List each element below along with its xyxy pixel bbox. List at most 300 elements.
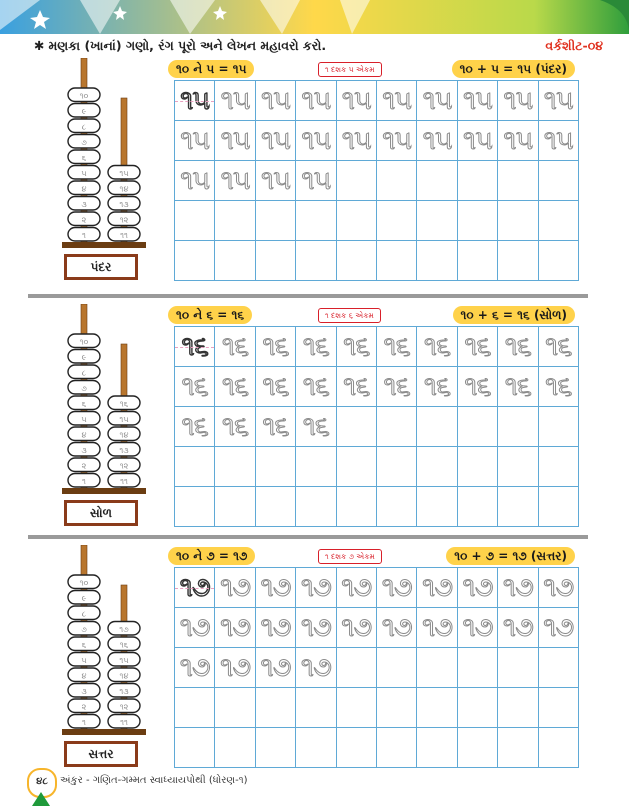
empty-writing-cell[interactable] <box>417 161 457 201</box>
traced-numeral: ૧૭ <box>220 651 251 683</box>
tracing-grid <box>174 326 579 527</box>
empty-writing-cell[interactable] <box>337 688 377 728</box>
abacus-bead <box>68 181 100 195</box>
traced-numeral: ૧૭ <box>381 571 412 603</box>
traced-numeral: ૧૫ <box>503 124 533 156</box>
empty-writing-cell[interactable] <box>296 241 336 281</box>
traced-numeral: ૧૬ <box>504 330 532 362</box>
abacus-bead <box>68 427 100 441</box>
abacus-bead <box>68 135 100 149</box>
abacus-bead <box>68 622 100 636</box>
traced-numeral: ૧૫ <box>341 124 371 156</box>
trace-numeral-cell <box>256 161 296 201</box>
trace-numeral-cell <box>215 161 255 201</box>
abacus-bead <box>68 575 100 589</box>
bead-label: ૧૧ <box>120 718 128 727</box>
model-numeral-cell <box>175 327 215 367</box>
empty-writing-cell[interactable] <box>215 241 255 281</box>
empty-writing-cell[interactable] <box>296 447 336 487</box>
trace-numeral-cell <box>458 81 498 121</box>
empty-writing-cell[interactable] <box>377 161 417 201</box>
traced-numeral: ૧૬ <box>221 370 249 402</box>
empty-writing-cell[interactable] <box>377 201 417 241</box>
abacus-bead <box>108 228 140 242</box>
empty-writing-cell[interactable] <box>498 201 538 241</box>
empty-writing-cell[interactable] <box>539 648 579 688</box>
abacus-bead <box>68 668 100 682</box>
traced-numeral: ૧૬ <box>181 410 208 442</box>
empty-writing-cell[interactable] <box>215 447 255 487</box>
traced-numeral: ૧૫ <box>543 84 573 116</box>
bead-label: ૯ <box>81 107 87 116</box>
traced-numeral: ૧૫ <box>180 124 210 156</box>
trace-numeral-cell <box>458 327 498 367</box>
traced-numeral: ૧૬ <box>302 370 330 402</box>
abacus-bead <box>108 197 140 211</box>
traced-numeral: ૧૬ <box>262 330 289 362</box>
traced-numeral: ૧૭ <box>179 651 210 683</box>
empty-writing-cell[interactable] <box>458 728 498 768</box>
bead-label: ૨ <box>81 215 87 225</box>
trace-numeral-cell <box>539 608 579 648</box>
empty-writing-cell[interactable] <box>417 487 457 527</box>
bead-label: ૧૪ <box>119 184 129 194</box>
empty-writing-cell[interactable] <box>256 201 296 241</box>
trace-numeral-cell <box>337 568 377 608</box>
abacus-bead <box>108 715 140 729</box>
traced-numeral: ૧૬ <box>343 370 370 402</box>
traced-numeral: ૧૬ <box>383 330 410 362</box>
trace-numeral-cell <box>337 121 377 161</box>
bead-label: ૧૧ <box>120 231 128 240</box>
empty-writing-cell[interactable] <box>417 728 457 768</box>
empty-writing-cell[interactable] <box>215 728 255 768</box>
bead-label: ૩ <box>81 687 87 696</box>
bead-label: ૧૭ <box>119 625 129 634</box>
trace-numeral-cell <box>215 81 255 121</box>
trace-numeral-cell <box>296 367 336 407</box>
bead-label: ૩ <box>81 200 87 209</box>
formula-left: ૧૦ ને ૫ = ૧૫ <box>168 60 254 78</box>
trace-numeral-cell <box>539 327 579 367</box>
traced-numeral: ૧૭ <box>179 571 210 603</box>
traced-numeral: ૧૫ <box>261 164 290 196</box>
traced-numeral: ૧૬ <box>221 330 249 362</box>
instruction-label: મણકા (ખાનાં) ગણો, રંગ પૂરો અને લેખન મહાવરો કરો. <box>48 38 327 53</box>
bead-label: ૭ <box>81 384 87 393</box>
empty-writing-cell[interactable] <box>458 161 498 201</box>
trace-numeral-cell <box>377 121 417 161</box>
abacus-bead <box>108 653 140 667</box>
bead-label: ૧૩ <box>119 446 129 455</box>
trace-numeral-cell <box>498 608 538 648</box>
number-name-box <box>64 254 138 280</box>
trace-numeral-cell <box>175 367 215 407</box>
empty-writing-cell[interactable] <box>215 201 255 241</box>
empty-writing-cell[interactable] <box>417 407 457 447</box>
trace-numeral-cell <box>296 327 336 367</box>
empty-writing-cell[interactable] <box>175 728 215 768</box>
empty-writing-cell[interactable] <box>175 487 215 527</box>
empty-writing-cell[interactable] <box>458 648 498 688</box>
bead-label: ૬ <box>81 640 87 650</box>
bead-label: ૧૫ <box>119 169 129 178</box>
bead-label: ૮ <box>81 122 87 132</box>
traced-numeral: ૧૭ <box>260 651 291 683</box>
empty-writing-cell[interactable] <box>417 241 457 281</box>
traced-numeral: ૧૬ <box>181 370 208 402</box>
bead-label: ૯ <box>81 594 87 603</box>
section-15 <box>0 60 629 290</box>
trace-numeral-cell <box>417 81 457 121</box>
traced-numeral: ૧૫ <box>422 124 452 156</box>
trace-numeral-cell <box>175 161 215 201</box>
traced-numeral: ૧૭ <box>300 611 331 643</box>
bead-label: ૭ <box>81 138 87 147</box>
traced-numeral: ૧૬ <box>545 370 572 402</box>
section-17 <box>0 547 629 777</box>
trace-numeral-cell <box>377 568 417 608</box>
abacus-bead <box>68 591 100 605</box>
empty-writing-cell[interactable] <box>337 728 377 768</box>
bead-label: ૨ <box>81 702 87 712</box>
empty-writing-cell[interactable] <box>377 648 417 688</box>
empty-writing-cell[interactable] <box>175 201 215 241</box>
bead-label: ૪ <box>81 430 87 440</box>
traced-numeral: ૧૬ <box>302 410 330 442</box>
abacus-bead <box>108 181 140 195</box>
empty-writing-cell[interactable] <box>256 447 296 487</box>
trace-numeral-cell <box>337 608 377 648</box>
trace-numeral-cell <box>296 121 336 161</box>
empty-writing-cell[interactable] <box>539 407 579 447</box>
abacus-bead <box>68 212 100 226</box>
traced-numeral: ૧૫ <box>301 124 331 156</box>
traced-numeral: ૧૫ <box>503 84 533 116</box>
bead-label: ૪ <box>81 184 87 194</box>
abacus-base <box>62 242 146 248</box>
empty-writing-cell[interactable] <box>458 241 498 281</box>
bead-label: ૧૦ <box>79 578 89 588</box>
abacus-bead <box>68 150 100 164</box>
abacus-bead <box>108 458 140 472</box>
abacus-bead <box>68 458 100 472</box>
bead-label: ૧૨ <box>119 461 129 471</box>
traced-numeral: ૧૫ <box>301 84 331 116</box>
traced-numeral: ૧૭ <box>260 611 291 643</box>
abacus-bead <box>108 668 140 682</box>
abacus-bead <box>108 474 140 488</box>
number-name: સત્તર <box>67 744 135 764</box>
empty-writing-cell[interactable] <box>498 241 538 281</box>
empty-writing-cell[interactable] <box>498 407 538 447</box>
traced-numeral: ૧૫ <box>422 84 452 116</box>
tracing-grid <box>174 80 579 281</box>
empty-writing-cell[interactable] <box>377 688 417 728</box>
bead-label: ૭ <box>81 625 87 634</box>
empty-writing-cell[interactable] <box>337 241 377 281</box>
trace-numeral-cell <box>337 367 377 407</box>
abacus-bead <box>68 166 100 180</box>
trace-numeral-cell <box>498 81 538 121</box>
abacus-bead <box>68 197 100 211</box>
traced-numeral: ૧૬ <box>464 330 491 362</box>
empty-writing-cell[interactable] <box>337 161 377 201</box>
trace-numeral-cell <box>417 327 457 367</box>
empty-writing-cell[interactable] <box>296 201 336 241</box>
traced-numeral: ૧૬ <box>262 370 289 402</box>
empty-writing-cell[interactable] <box>296 728 336 768</box>
bead-label: ૩ <box>81 446 87 455</box>
trace-numeral-cell <box>175 608 215 648</box>
trace-numeral-cell <box>337 81 377 121</box>
model-numeral-cell <box>175 568 215 608</box>
traced-numeral: ૧૫ <box>261 84 290 116</box>
traced-numeral: ૧૭ <box>462 611 493 643</box>
traced-numeral: ૧૬ <box>181 330 208 362</box>
traced-numeral: ૧૬ <box>221 410 249 442</box>
abacus-bead <box>68 606 100 620</box>
empty-writing-cell[interactable] <box>417 201 457 241</box>
bead-label: ૧૩ <box>119 200 129 209</box>
empty-writing-cell[interactable] <box>256 688 296 728</box>
trace-numeral-cell <box>215 367 255 407</box>
empty-writing-cell[interactable] <box>377 447 417 487</box>
bead-label: ૧ <box>82 231 86 240</box>
empty-writing-cell[interactable] <box>539 201 579 241</box>
trace-numeral-cell <box>215 327 255 367</box>
trace-numeral-cell <box>498 568 538 608</box>
empty-writing-cell[interactable] <box>256 487 296 527</box>
trace-numeral-cell <box>458 367 498 407</box>
trace-numeral-cell <box>337 327 377 367</box>
formula-right: ૧૦ + ૭ = ૧૭ (સત્તર) <box>446 547 575 565</box>
number-name-box <box>64 500 138 526</box>
bead-label: ૧૩ <box>119 687 129 696</box>
empty-writing-cell[interactable] <box>256 241 296 281</box>
empty-writing-cell[interactable] <box>498 648 538 688</box>
empty-writing-cell[interactable] <box>539 688 579 728</box>
bead-label: ૮ <box>81 368 87 378</box>
empty-writing-cell[interactable] <box>215 487 255 527</box>
empty-writing-cell[interactable] <box>377 728 417 768</box>
trace-numeral-cell <box>377 367 417 407</box>
trace-numeral-cell <box>215 121 255 161</box>
empty-writing-cell[interactable] <box>377 487 417 527</box>
tree-icon <box>32 792 50 806</box>
bead-label: ૧૧ <box>120 477 128 486</box>
abacus-base <box>62 488 146 494</box>
empty-writing-cell[interactable] <box>539 447 579 487</box>
bead-label: ૯ <box>81 353 87 362</box>
trace-numeral-cell <box>458 568 498 608</box>
trace-numeral-cell <box>215 407 255 447</box>
trace-numeral-cell <box>417 367 457 407</box>
empty-writing-cell[interactable] <box>175 241 215 281</box>
traced-numeral: ૧૭ <box>381 611 412 643</box>
bead-label: ૧૫ <box>119 415 129 424</box>
abacus-bead <box>108 166 140 180</box>
bead-label: ૧૬ <box>119 399 129 409</box>
trace-numeral-cell <box>296 161 336 201</box>
traced-numeral: ૧૬ <box>504 370 532 402</box>
bead-label: ૧૨ <box>119 215 129 225</box>
traced-numeral: ૧૫ <box>301 164 331 196</box>
trace-numeral-cell <box>296 608 336 648</box>
section-divider <box>28 535 588 539</box>
abacus-bead <box>108 396 140 410</box>
empty-writing-cell[interactable] <box>175 447 215 487</box>
trace-numeral-cell <box>256 407 296 447</box>
page-number: ૪૮ <box>27 768 57 798</box>
empty-writing-cell[interactable] <box>458 201 498 241</box>
trace-numeral-cell <box>256 121 296 161</box>
trace-numeral-cell <box>296 81 336 121</box>
abacus-bead <box>68 684 100 698</box>
empty-writing-cell[interactable] <box>377 241 417 281</box>
traced-numeral: ૧૫ <box>220 164 250 196</box>
abacus-bead <box>108 212 140 226</box>
empty-writing-cell[interactable] <box>539 161 579 201</box>
abacus <box>62 545 162 745</box>
empty-writing-cell[interactable] <box>417 447 457 487</box>
empty-writing-cell[interactable] <box>417 648 457 688</box>
traced-numeral: ૧૭ <box>543 571 574 603</box>
unit-label: ૧ દશક ૬ એકમ <box>318 308 381 323</box>
traced-numeral: ૧૬ <box>302 330 330 362</box>
empty-writing-cell[interactable] <box>498 161 538 201</box>
traced-numeral: ૧૭ <box>502 571 533 603</box>
bead-label: ૧૪ <box>119 430 129 440</box>
model-numeral-cell <box>175 81 215 121</box>
empty-writing-cell[interactable] <box>458 407 498 447</box>
trace-numeral-cell <box>175 407 215 447</box>
empty-writing-cell[interactable] <box>296 487 336 527</box>
traced-numeral: ૧૫ <box>220 84 250 116</box>
bead-label: ૬ <box>81 399 87 409</box>
trace-numeral-cell <box>256 648 296 688</box>
bead-label: ૧૦ <box>79 91 89 101</box>
empty-writing-cell[interactable] <box>337 201 377 241</box>
traced-numeral: ૧૫ <box>543 124 573 156</box>
empty-writing-cell[interactable] <box>417 688 457 728</box>
trace-numeral-cell <box>215 608 255 648</box>
bead-label: ૧ <box>82 718 86 727</box>
abacus-bead <box>68 365 100 379</box>
traced-numeral: ૧૭ <box>462 571 493 603</box>
empty-writing-cell[interactable] <box>458 688 498 728</box>
traced-numeral: ૧૬ <box>464 370 491 402</box>
abacus-bead <box>68 443 100 457</box>
empty-writing-cell[interactable] <box>539 241 579 281</box>
trace-numeral-cell <box>175 121 215 161</box>
trace-numeral-cell <box>256 367 296 407</box>
formula-left: ૧૦ ને ૬ = ૧૬ <box>168 306 252 324</box>
traced-numeral: ૧૭ <box>341 611 372 643</box>
empty-writing-cell[interactable] <box>337 407 377 447</box>
abacus-bead <box>68 381 100 395</box>
formula-right: ૧૦ + ૬ = ૧૬ (સોળ) <box>453 306 575 324</box>
traced-numeral: ૧૫ <box>382 84 412 116</box>
tracing-grid <box>174 567 579 768</box>
abacus-bead <box>68 334 100 348</box>
abacus-bead <box>68 637 100 651</box>
traced-numeral: ૧૭ <box>220 571 251 603</box>
traced-numeral: ૧૫ <box>463 124 492 156</box>
bead-label: ૧૫ <box>119 656 129 665</box>
empty-writing-cell[interactable] <box>458 447 498 487</box>
traced-numeral: ૧૭ <box>341 571 372 603</box>
trace-numeral-cell <box>256 568 296 608</box>
abacus-bead <box>68 228 100 242</box>
empty-writing-cell[interactable] <box>175 688 215 728</box>
unit-label: ૧ દશક ૭ એકમ <box>318 549 382 564</box>
empty-writing-cell[interactable] <box>337 648 377 688</box>
trace-numeral-cell <box>539 568 579 608</box>
footer-text: અંકુર - ગણિત-ગમ્મત સ્વાધ્યાયપોથી (ધોરણ-૧) <box>60 775 248 786</box>
empty-writing-cell[interactable] <box>337 487 377 527</box>
bead-label: ૮ <box>81 609 87 619</box>
abacus <box>62 58 162 258</box>
abacus-bead <box>68 412 100 426</box>
bead-label: ૧૦ <box>79 337 89 347</box>
number-name: પંદર <box>67 257 135 277</box>
trace-numeral-cell <box>458 121 498 161</box>
trace-numeral-cell <box>296 648 336 688</box>
abacus-bead <box>68 715 100 729</box>
traced-numeral: ૧૬ <box>423 370 451 402</box>
bead-label: ૧૨ <box>119 702 129 712</box>
star-icon: ✱ <box>34 38 45 53</box>
bead-label: ૧૪ <box>119 671 129 681</box>
empty-writing-cell[interactable] <box>458 487 498 527</box>
abacus-bead <box>108 412 140 426</box>
traced-numeral: ૧૫ <box>261 124 290 156</box>
trace-numeral-cell <box>256 81 296 121</box>
bead-label: ૫ <box>81 656 87 665</box>
section-divider <box>28 294 588 298</box>
abacus-bead <box>108 699 140 713</box>
empty-writing-cell[interactable] <box>498 688 538 728</box>
formula-right: ૧૦ + ૫ = ૧૫ (પંદર) <box>452 60 575 78</box>
empty-writing-cell[interactable] <box>498 728 538 768</box>
empty-writing-cell[interactable] <box>337 447 377 487</box>
empty-writing-cell[interactable] <box>539 487 579 527</box>
traced-numeral: ૧૭ <box>543 611 574 643</box>
empty-writing-cell[interactable] <box>539 728 579 768</box>
traced-numeral: ૧૬ <box>545 330 572 362</box>
worksheet-title: વર્કશીટ-૦૪ <box>545 38 603 53</box>
empty-writing-cell[interactable] <box>498 447 538 487</box>
formula-left: ૧૦ ને ૭ = ૧૭ <box>168 547 255 565</box>
trace-numeral-cell <box>377 81 417 121</box>
traced-numeral: ૧૬ <box>343 330 370 362</box>
empty-writing-cell[interactable] <box>296 688 336 728</box>
empty-writing-cell[interactable] <box>256 728 296 768</box>
empty-writing-cell[interactable] <box>498 487 538 527</box>
traced-numeral: ૧૭ <box>502 611 533 643</box>
trace-numeral-cell <box>215 568 255 608</box>
trace-numeral-cell <box>539 121 579 161</box>
empty-writing-cell[interactable] <box>377 407 417 447</box>
traced-numeral: ૧૫ <box>220 124 250 156</box>
traced-numeral: ૧૬ <box>262 410 289 442</box>
bead-label: ૨ <box>81 461 87 471</box>
traced-numeral: ૧૭ <box>300 651 331 683</box>
traced-numeral: ૧૫ <box>180 164 210 196</box>
trace-numeral-cell <box>296 568 336 608</box>
empty-writing-cell[interactable] <box>215 688 255 728</box>
